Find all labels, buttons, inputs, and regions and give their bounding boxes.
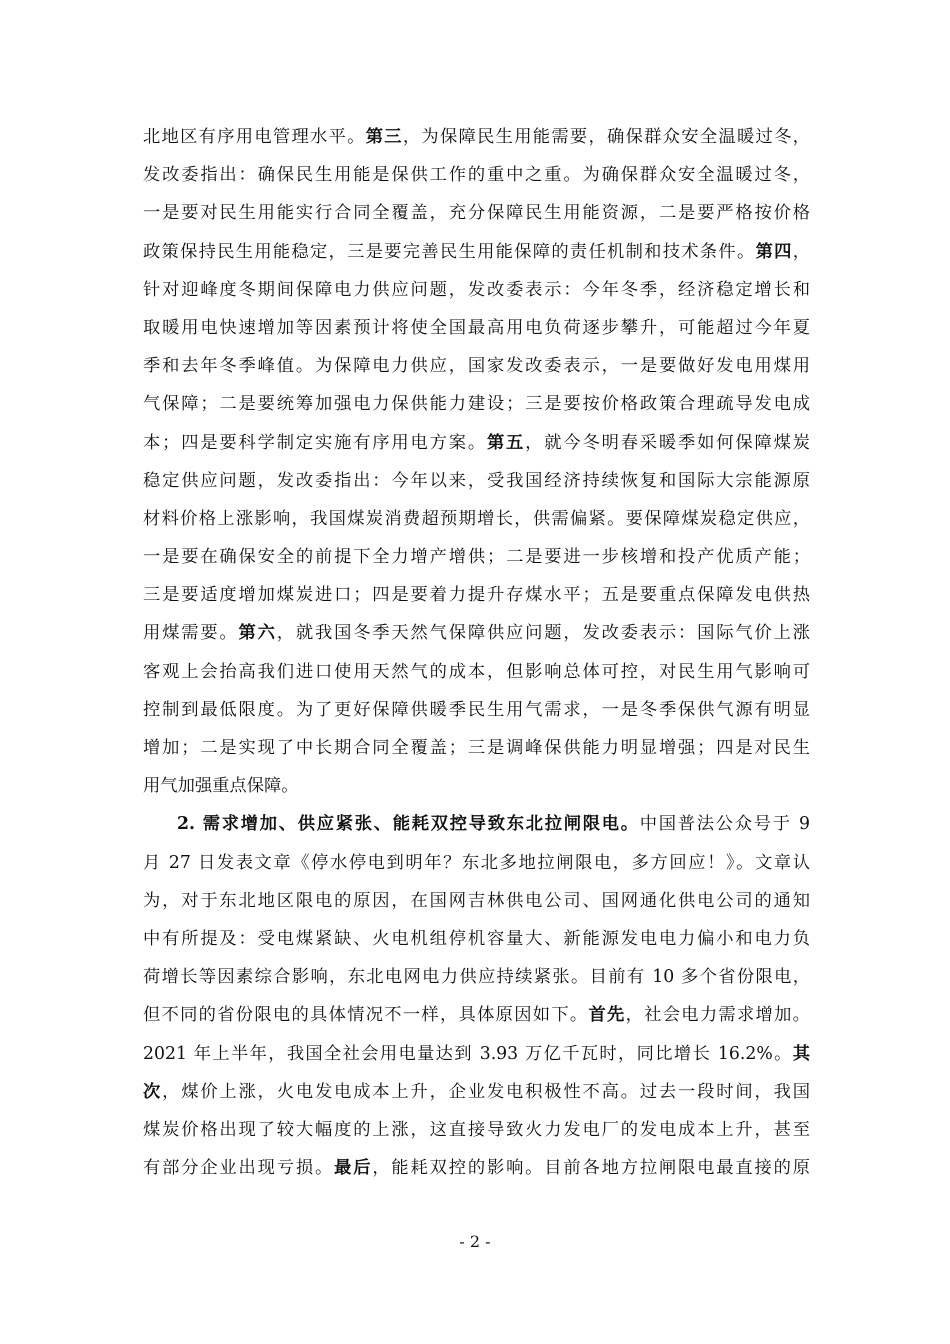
text-line (143, 1111, 810, 1149)
text-line (143, 614, 810, 652)
text-segment: 为，对于东北地区限电的原因，在国网吉林供电公司、国网通化供电公司的通知 (143, 890, 810, 911)
text-segment: 三是要适度增加煤炭进口；四是要着力提升存煤水平；五是要重点保障发电供热 (143, 585, 810, 606)
bold-text-segment: 第五 (486, 432, 526, 453)
text-line (143, 1073, 810, 1111)
text-segment: 煤炭价格出现了较大幅度的上涨，这直接导致火力发电厂的发电成本上升，甚至 (143, 1119, 810, 1140)
text-line (143, 729, 810, 767)
text-segment: 政策保持民生用能稳定，三是要完善民生用能保障的责任机制和技术条件。 (143, 241, 756, 262)
text-line (143, 958, 810, 996)
text-segment: ，就今冬明春采暖季如何保障煤炭 (525, 432, 810, 453)
text-line (143, 576, 810, 614)
text-segment: 针对迎峰度冬期间保障电力供应问题，发改委表示：今年冬季，经济稳定增长和 (143, 279, 810, 300)
bold-text-segment: 其 (792, 1043, 810, 1064)
text-segment: 气保障；二是要统筹加强电力保供能力建设；三是要按价格政策合理疏导发电成 (143, 394, 810, 415)
text-segment: 用煤需要。 (143, 623, 239, 644)
text-segment: 本；四是要科学制定实施有序用电方案。 (143, 432, 487, 453)
text-line (143, 156, 810, 194)
bold-text-segment: 第四 (755, 241, 793, 262)
text-line (143, 194, 810, 232)
bold-text-segment: 最后 (334, 1158, 373, 1179)
text-line (143, 424, 810, 462)
bold-text-segment: 2. 需求增加、供应紧张、能耗双控导致东北拉闸限电。 (177, 814, 640, 835)
text-segment: ，为保障民生用能需要，确保群众安全温暖过冬， (402, 127, 810, 147)
text-segment: 2021 年上半年，我国全社会用电量达到 3.93 万亿千瓦时，同比增长 16.2%。 (143, 1043, 793, 1064)
text-segment: 稳定供应问题，发改委指出：今年以来，受我国经济持续恢复和国际大宗能源原 (143, 470, 810, 491)
text-segment: 但不同的省份限电的具体情况不一样，具体原因如下。 (143, 1005, 589, 1026)
text-segment: 客观上会抬高我们进口使用天然气的成本，但影响总体可控，对民生用气影响可 (143, 661, 810, 682)
text-line (143, 347, 810, 385)
text-segment: ，煤价上涨，火电发电成本上升，企业发电积极性不高。过去一段时间，我国 (162, 1081, 810, 1102)
text-line (143, 805, 810, 843)
text-line (143, 1149, 810, 1187)
text-segment: 控制到最低限度。为了更好保障供暖季民生用气需求，一是冬季保供气源有明显 (143, 699, 810, 720)
text-segment: 用气加强重点保障。 (143, 776, 299, 797)
text-line (143, 996, 810, 1034)
text-segment: 季和去年冬季峰值。为保障电力供应，国家发改委表示，一是要做好发电用煤用 (143, 356, 810, 377)
text-segment: 北地区有序用电管理水平。 (143, 127, 366, 147)
text-line (143, 462, 810, 500)
text-segment: 一是要在确保安全的前提下全力增产增供；二是要进一步核增和投产优质产能； (143, 547, 810, 568)
text-line (143, 653, 810, 691)
text-segment: 中有所提及：受电煤紧缺、火电机组停机容量大、新能源发电电力偏小和电力负 (143, 928, 810, 949)
page-number: - 2 - (459, 1232, 491, 1251)
text-segment: 一是要对民生用能实行合同全覆盖，充分保障民生用能资源，二是要严格按价格 (143, 203, 810, 224)
bold-text-segment: 第六 (238, 623, 277, 644)
text-line (143, 233, 810, 271)
body-text (143, 118, 810, 1187)
text-line (143, 767, 810, 805)
text-line (143, 271, 810, 309)
text-line (143, 500, 810, 538)
text-line (143, 1035, 810, 1073)
text-segment: ，社会电力需求增加。 (625, 1005, 810, 1026)
text-line (143, 538, 810, 576)
text-line (143, 385, 810, 423)
text-segment: ， (792, 241, 810, 262)
text-line (143, 691, 810, 729)
text-segment: 增加；二是实现了中长期合同全覆盖；三是调峰保供能力明显增强；四是对民生 (143, 738, 810, 758)
text-segment: 有部分企业出现亏损。 (143, 1158, 335, 1179)
text-segment: ，能耗双控的影响。目前各地方拉闸限电最直接的原 (372, 1158, 810, 1179)
text-segment: 中国普法公众号于 9 (639, 814, 810, 835)
text-segment: 材料价格上涨影响，我国煤炭消费超预期增长，供需偏紧。要保障煤炭稳定供应， (143, 508, 810, 529)
text-segment: 取暖用电快速增加等因素预计将使全国最高用电负荷逐步攀升，可能超过今年夏 (143, 317, 810, 338)
bold-text-segment: 次 (143, 1081, 163, 1102)
text-line (143, 844, 810, 882)
text-line (143, 118, 810, 156)
text-segment: 荷增长等因素综合影响，东北电网电力供应持续紧张。目前有 10 多个省份限电， (143, 967, 810, 988)
text-line (143, 920, 810, 958)
text-segment: 发改委指出：确保民生用能是保供工作的重中之重。为确保群众安全温暖过冬， (143, 165, 810, 186)
bold-text-segment: 首先 (588, 1005, 626, 1026)
text-segment: 月 27 日发表文章《停水停电到明年？东北多地拉闸限电，多方回应！》。文章认 (143, 852, 810, 873)
text-segment: ，就我国冬季天然气保障供应问题，发改委表示：国际气价上涨 (276, 623, 810, 644)
text-line (143, 882, 810, 920)
bold-text-segment: 第三 (365, 127, 403, 147)
text-line (143, 309, 810, 347)
